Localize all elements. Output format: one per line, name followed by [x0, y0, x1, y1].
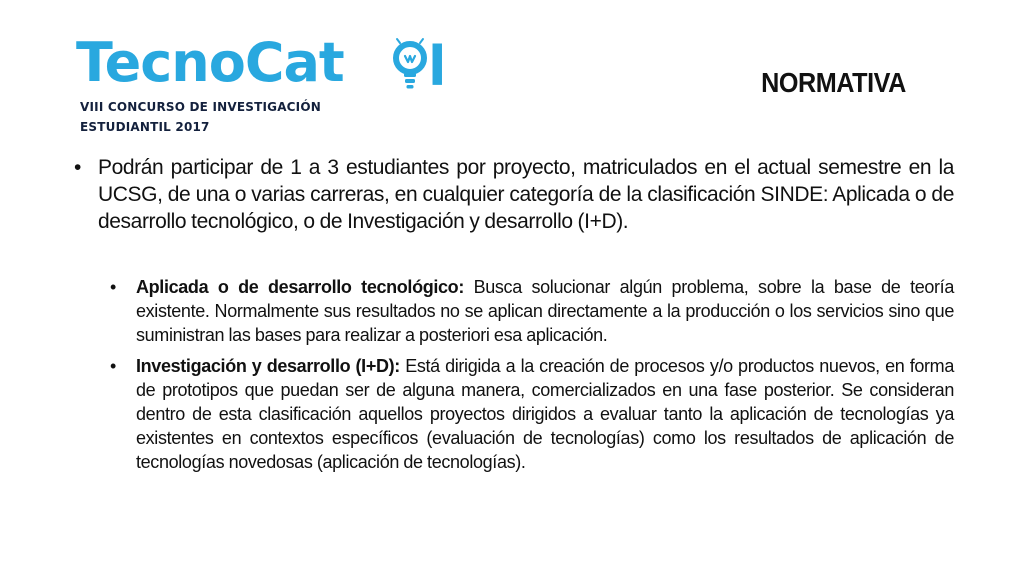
logo-subtitle-line1: VIII CONCURSO DE INVESTIGACIÓN — [80, 100, 321, 114]
sub-bullet-investigacion — [110, 354, 954, 474]
main-bullet-text: Podrán participar de 1 a 3 estudiantes por proyecto, matriculados en el actual semestre en la UCSG, de una o varias carreras, en cualquier categoría de la clasificación SINDE: Aplicada o de desarrollo tecnológico, o de Investigación y desarrollo (I+D). — [98, 156, 954, 233]
tecnocatol-logo — [76, 31, 447, 142]
sub-bullet-text: Está dirigida a la creación de procesos y/o productos nuevos, en forma de prototipos que puedan ser de alguna manera, comercializados en una fase posterior. Se consideran dentro de esta clasificación aquellos proyectos dirigidos a evaluar tanto la aplicación de tecnologías ya existentes en contextos específicos (evaluación de tecnologías) como los resultados de aplicación de tecnologías novedosas (aplicación de tecnologías). — [136, 356, 954, 472]
logo-subtitle-line2: ESTUDIANTIL 2017 — [80, 120, 210, 134]
sub-bullet-list — [110, 275, 954, 474]
sub-bullet-term: Investigación y desarrollo (I+D): — [136, 356, 400, 376]
lightbulb-icon — [394, 35, 447, 98]
logo-wordmark — [76, 32, 344, 94]
logo-wordmark-last-letter: l — [428, 35, 447, 98]
bullet-icon: • — [110, 277, 116, 297]
bullet-icon: • — [74, 156, 81, 179]
logo-wordmark-main: TecnoCat — [76, 31, 344, 94]
sub-bullet-aplicada — [110, 275, 954, 347]
main-bullet — [74, 154, 954, 235]
sub-bullet-term: Aplicada o de desarrollo tecnológico: — [136, 277, 464, 297]
page-title: NORMATIVA — [761, 67, 906, 98]
slide-content — [74, 154, 954, 481]
sub-bullet-text: Busca solucionar algún problema, sobre la base de teoría existente. Normalmente sus resultados no se aplican directamente a la producción o los servicios sino que suministran las bases para realizar a posteriori esa aplicación. — [136, 277, 954, 345]
bullet-icon: • — [110, 356, 116, 376]
